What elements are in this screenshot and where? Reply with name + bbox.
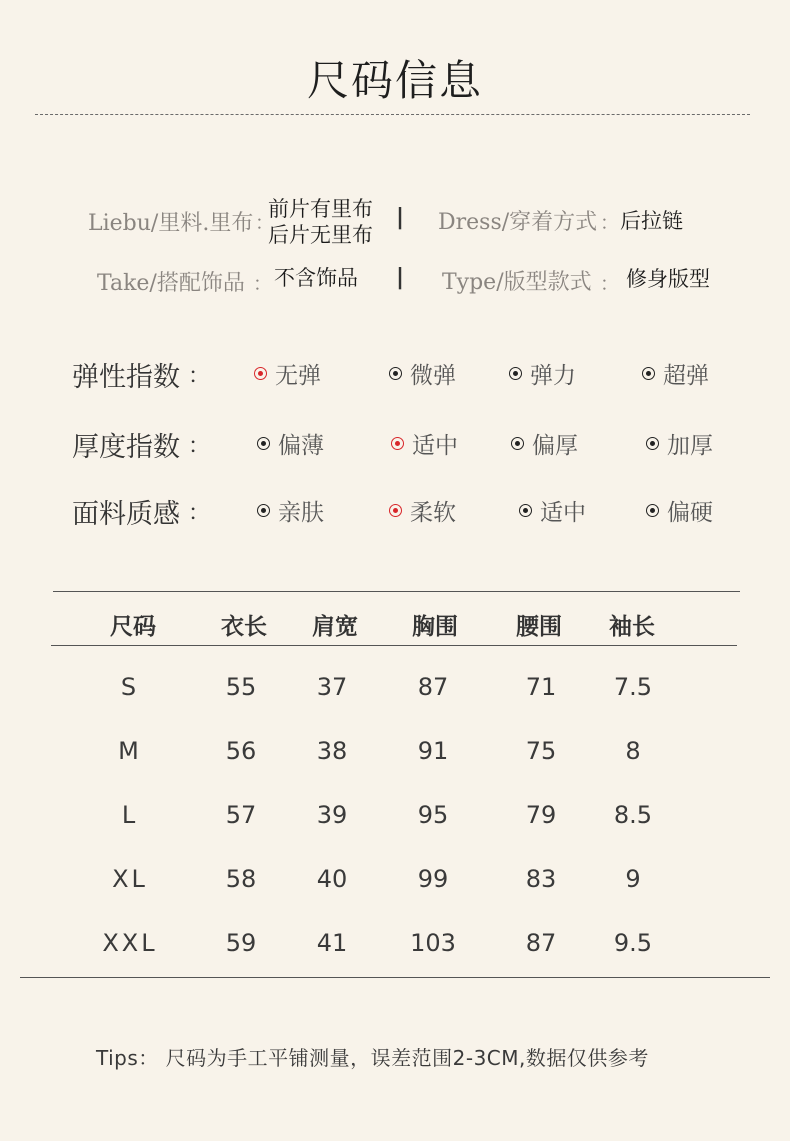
table-cell: 87 bbox=[417, 673, 449, 701]
index-colon: ： bbox=[188, 434, 211, 459]
table-cell: 83 bbox=[525, 865, 557, 893]
table-cell: 39 bbox=[316, 801, 348, 829]
radio-icon bbox=[519, 504, 532, 517]
dress-colon: ： bbox=[600, 212, 620, 234]
type-value: 修身版型 bbox=[626, 267, 710, 291]
table-cell: XXL bbox=[102, 929, 158, 957]
table-header-rule bbox=[51, 645, 737, 646]
option-label: 无弹 bbox=[275, 363, 321, 389]
table-cell: 57 bbox=[225, 801, 257, 829]
table-cell: S bbox=[120, 673, 140, 701]
take-colon: ： bbox=[253, 273, 273, 295]
attr-separator: | bbox=[396, 205, 405, 230]
radio-icon bbox=[257, 437, 270, 450]
table-cell: 91 bbox=[417, 737, 449, 765]
radio-icon bbox=[257, 504, 270, 517]
table-cell: 40 bbox=[316, 865, 348, 893]
table-header-cell: 尺码 bbox=[110, 614, 156, 640]
type-colon: ： bbox=[600, 273, 620, 295]
table-cell: M bbox=[118, 737, 142, 765]
table-cell: 99 bbox=[417, 865, 449, 893]
index-option bbox=[254, 357, 321, 390]
index-option bbox=[646, 427, 713, 460]
index-option bbox=[389, 357, 456, 390]
table-cell: 95 bbox=[417, 801, 449, 829]
table-cell: 55 bbox=[225, 673, 257, 701]
take-key: Take/搭配饰品 bbox=[97, 271, 245, 296]
table-cell: 103 bbox=[410, 929, 456, 957]
table-header-cell: 袖长 bbox=[609, 614, 655, 640]
option-label: 亲肤 bbox=[278, 500, 324, 526]
dress-key: Dress/穿着方式 bbox=[438, 210, 598, 235]
table-header-cell: 胸围 bbox=[412, 614, 458, 640]
table-cell: 38 bbox=[316, 737, 348, 765]
table-cell: L bbox=[121, 801, 139, 829]
radio-icon bbox=[646, 437, 659, 450]
index-option bbox=[519, 494, 586, 527]
index-option bbox=[389, 494, 456, 527]
lining-key: Liebu/里料.里布 bbox=[88, 211, 254, 236]
index-label: 厚度指数 bbox=[72, 432, 180, 463]
option-label: 偏硬 bbox=[667, 500, 713, 526]
title-divider bbox=[35, 114, 750, 115]
table-top-rule bbox=[53, 591, 740, 592]
table-cell: 59 bbox=[225, 929, 257, 957]
index-option bbox=[642, 357, 709, 390]
index-option bbox=[257, 494, 324, 527]
radio-selected-icon bbox=[389, 504, 402, 517]
option-label: 偏厚 bbox=[532, 433, 578, 459]
table-cell: 9 bbox=[625, 865, 641, 893]
table-cell: XL bbox=[112, 865, 148, 893]
table-cell: 41 bbox=[316, 929, 348, 957]
table-cell: 87 bbox=[525, 929, 557, 957]
option-label: 偏薄 bbox=[278, 433, 324, 459]
option-label: 超弹 bbox=[663, 363, 709, 389]
index-option bbox=[391, 427, 458, 460]
option-label: 弹力 bbox=[530, 363, 576, 389]
option-label: 柔软 bbox=[410, 500, 456, 526]
lining-value-front: 前片有里布 bbox=[268, 197, 373, 221]
index-label: 弹性指数 bbox=[72, 362, 180, 393]
index-colon: ： bbox=[188, 501, 211, 526]
table-cell: 75 bbox=[525, 737, 557, 765]
attr-separator: | bbox=[396, 265, 405, 290]
radio-icon bbox=[389, 367, 402, 380]
table-cell: 9.5 bbox=[613, 929, 653, 957]
lining-value-back: 后片无里布 bbox=[268, 223, 373, 247]
radio-icon bbox=[642, 367, 655, 380]
radio-icon bbox=[509, 367, 522, 380]
option-label: 微弹 bbox=[410, 363, 456, 389]
table-header-cell: 腰围 bbox=[516, 614, 562, 640]
index-option bbox=[257, 427, 324, 460]
take-value: 不含饰品 bbox=[274, 266, 358, 290]
table-cell: 8 bbox=[625, 737, 641, 765]
index-option bbox=[646, 494, 713, 527]
index-option bbox=[511, 427, 578, 460]
radio-icon bbox=[646, 504, 659, 517]
table-cell: 8.5 bbox=[613, 801, 653, 829]
radio-selected-icon bbox=[391, 437, 404, 450]
table-bottom-rule bbox=[20, 977, 770, 978]
table-header-cell: 肩宽 bbox=[312, 614, 358, 640]
radio-selected-icon bbox=[254, 367, 267, 380]
table-cell: 71 bbox=[525, 673, 557, 701]
dress-value: 后拉链 bbox=[620, 209, 683, 233]
type-key: Type/版型款式 bbox=[442, 270, 592, 295]
table-cell: 58 bbox=[225, 865, 257, 893]
index-label: 面料质感 bbox=[72, 499, 180, 530]
tips-note: Tips： 尺码为手工平铺测量，误差范围2-3CM,数据仅供参考 bbox=[96, 1046, 649, 1070]
option-label: 适中 bbox=[540, 500, 586, 526]
table-cell: 56 bbox=[225, 737, 257, 765]
option-label: 加厚 bbox=[667, 433, 713, 459]
table-cell: 37 bbox=[316, 673, 348, 701]
table-header-cell: 衣长 bbox=[221, 614, 267, 640]
option-label: 适中 bbox=[412, 433, 458, 459]
lining-colon: ： bbox=[255, 212, 275, 234]
table-cell: 79 bbox=[525, 801, 557, 829]
index-option bbox=[509, 357, 576, 390]
index-colon: ： bbox=[188, 364, 211, 389]
radio-icon bbox=[511, 437, 524, 450]
table-cell: 7.5 bbox=[613, 673, 653, 701]
page-title: 尺码信息 bbox=[306, 56, 483, 105]
